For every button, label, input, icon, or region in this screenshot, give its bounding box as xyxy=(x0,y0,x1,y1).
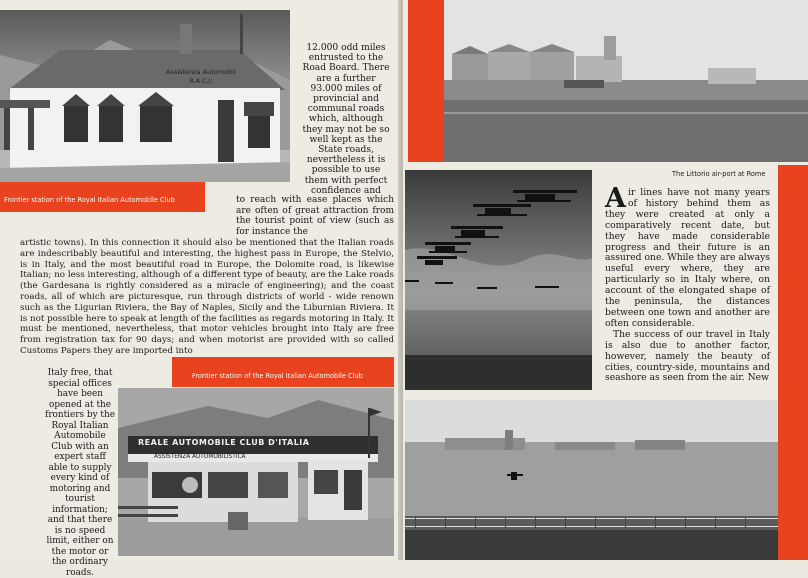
text-narrow: Italy free, that special offices have been opened at the frontiers by the Royal Italian Automobile Club with an expert staff able to supply every kind of motoring and tourist information; and that there is no speed limit, either on the motor or the ordinary roads. xyxy=(45,368,115,578)
biplanes-image xyxy=(405,170,592,390)
airlines-paragraph-1 xyxy=(605,183,770,330)
garage-sign: Assistenza Automobil R.A.C.I. xyxy=(166,68,236,85)
airlines-text-block xyxy=(605,183,770,384)
station-sign: REALE AUTOMOBILE CLUB D'ITALIA xyxy=(138,438,310,447)
airport-image xyxy=(444,0,808,162)
biplanes-photo xyxy=(405,170,592,390)
aerodrome-image xyxy=(405,400,778,560)
accent-strip-top-left xyxy=(408,0,444,162)
caption-bar-bottom xyxy=(172,357,394,387)
caption-top: Frontier station of the Royal Italian Automobile Club xyxy=(4,196,175,204)
airlines-text-2: The success of our travel in Italy is also due to another factor, however, namely the beauty of cities, country-side, mountains and seashore as seen from the air. New xyxy=(605,328,770,384)
caption-airport: The Littorio air-port at Rome xyxy=(672,170,766,178)
text-wide-2: artistic towns). In this connection it should also be mentioned that the Italian roads are indescribably beautiful and interesting, the highest pass in Europe, the Stelvio, is in Italy, and the most beautiful road in Europe, the Dolomite road, is likewise Italian; no less interesting, although of a different type of beauty, are the Lake roads (the Gardesana is rightly considered as a miracle of engineering); and the coast roads, all of which are picturesque, run through districts of world - wide renown such as the Ligurian Riviera, the Bay of Naples, Sicily and the Liburnian Riviera. It is not possible here to speak at length of the facilities as regards motoring in Italy. It must be mentioned, nevertheless, that motor vehicles brought into Italy are free from registration tax for 90 days; and when motorist are provided with so called Customs Papers they are imported into xyxy=(20,238,394,356)
aerodrome-photo xyxy=(405,400,778,560)
caption-bar-top xyxy=(0,182,205,212)
station-sign-2: ASSISTENZA AUTOMOBILISTICA xyxy=(154,454,246,460)
accent-strip-right xyxy=(778,165,808,560)
frontier-station-image xyxy=(118,388,394,556)
airlines-text-1: ir lines have not many years of history behind them as they were created at only a comparatively recent date, but they have made considerable progress and their future is an assured one. While they are always useful every where, they are particularly so in Italy where, on account of the elongated shape of the peninsula, the distances between one town and another are often considerable. xyxy=(605,187,770,329)
text-wide-1: to reach with ease places which are often of great attraction from the tourist point of view (such as for instance the xyxy=(236,195,394,237)
frontier-station-photo xyxy=(118,388,394,556)
caption-bottom: Frontier station of the Royal Italian Automobile Club xyxy=(192,372,363,380)
text-column-top: 12.000 odd miles entrusted to the Road Board. There are a further 93.000 miles of provincial and communal roads which, although they may not be so well kept as the State roads, nevertheless it is possible to use them with perfect confidence and xyxy=(302,43,390,196)
garage-photo-image xyxy=(0,10,290,182)
dropcap-a: A xyxy=(605,183,626,214)
airport-photo xyxy=(444,0,808,162)
garage-photo xyxy=(0,10,290,182)
